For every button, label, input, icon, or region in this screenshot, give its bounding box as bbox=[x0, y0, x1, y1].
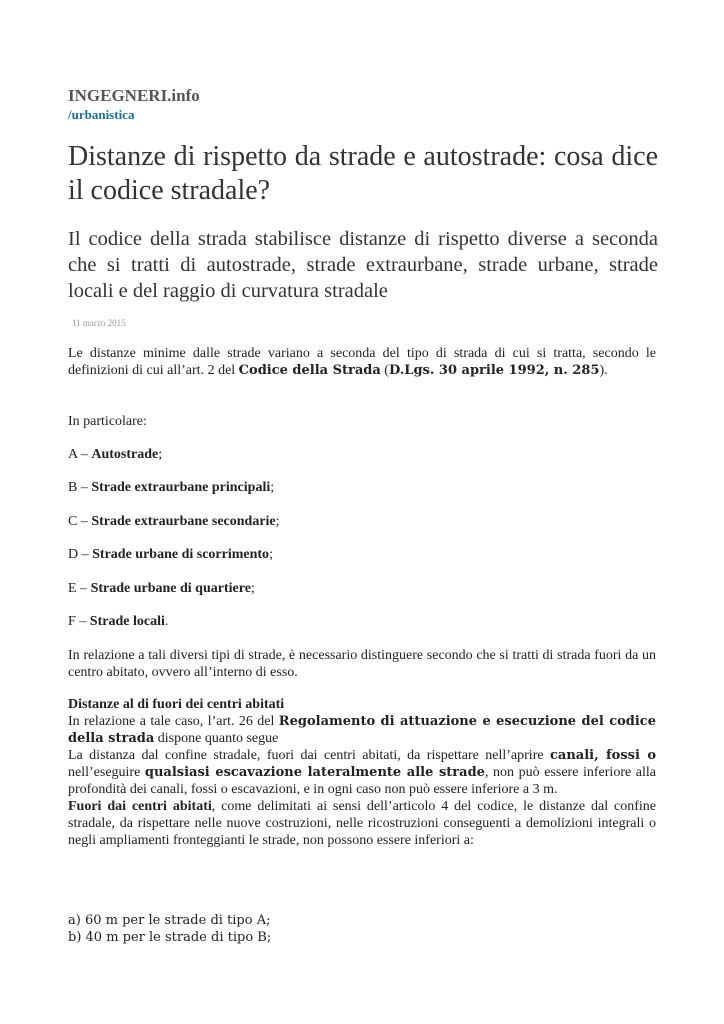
road-type-prefix: C – bbox=[68, 514, 92, 529]
road-type-name: Strade extraurbane secondarie bbox=[91, 514, 276, 529]
intro-text-1: Le distanze minime dalle strade variano a seconda del tipo di strada di cui si tratta, secondo le definizioni di cui all’art. 2 del bbox=[68, 346, 656, 378]
fuori-l1-text: In relazione a tale caso, l’art. 26 del bbox=[68, 714, 279, 729]
fuori-escavazione: qualsiasi escavazione lateralmente alle strade bbox=[144, 765, 485, 780]
road-type-suffix: ; bbox=[158, 447, 163, 462]
fuori-l2-text: La distanza dal confine stradale, fuori dai centri abitati, da rispettare nell’aprire bbox=[68, 748, 550, 763]
road-type-suffix: ; bbox=[269, 547, 273, 562]
road-type-suffix: ; bbox=[275, 514, 280, 529]
road-type-suffix: ; bbox=[270, 480, 275, 495]
in-particolare: In particolare: bbox=[68, 414, 147, 429]
road-type-prefix: B – bbox=[68, 480, 92, 495]
road-type-prefix: D – bbox=[68, 547, 93, 562]
fuori-section bbox=[68, 696, 656, 849]
road-type-name: Strade extraurbane principali bbox=[91, 480, 271, 495]
road-type-d bbox=[68, 546, 656, 563]
intro-paragraph bbox=[68, 345, 656, 379]
intro-code-title: Codice della Strada bbox=[238, 363, 381, 378]
fuori-canali: canali, fossi o bbox=[549, 748, 656, 763]
road-type-prefix: A – bbox=[68, 447, 92, 462]
intro-text-3: ). bbox=[599, 363, 608, 378]
road-type-c bbox=[68, 513, 656, 530]
article-title: Distanze di rispetto da strade e autostrade: cosa dice il codice stradale? bbox=[68, 141, 658, 206]
fuori-l2-text-3: , non può essere inferiore alla profondità dei canali, fossi o escavazioni, e in ogni caso non può essere inferiore a 3 m. bbox=[68, 765, 656, 797]
relazione-paragraph: In relazione a tali diversi tipi di strade, è necessario distinguere secondo che si tratti di strada fuori da un centro abitato, ovvero all’interno di esso. bbox=[68, 648, 656, 680]
site-name[interactable]: INGEGNERI.info bbox=[68, 86, 200, 105]
fuori-l1-text-2: dispone quanto segue bbox=[154, 731, 279, 746]
road-type-name: Strade urbane di quartiere bbox=[90, 581, 251, 596]
road-type-a bbox=[68, 446, 656, 463]
fuori-line-3 bbox=[68, 798, 656, 849]
fuori-regolamento: Regolamento di attuazione e esecuzione del codice della strada bbox=[68, 714, 656, 746]
fuori-heading: Distanze al di fuori dei centri abitati bbox=[68, 697, 285, 712]
fuori-line-1 bbox=[68, 713, 656, 747]
list-item: b) 40 m per le strade di tipo B; bbox=[68, 930, 272, 945]
distance-list bbox=[68, 912, 656, 946]
article-subtitle: Il codice della strada stabilisce distanze di rispetto diverse a seconda che si tratti di autostrade, strade extraurbane, strade urbane, strade locali e del raggio di curvatura stradale bbox=[68, 228, 658, 302]
list-item: a) 60 m per le strade di tipo A; bbox=[68, 913, 271, 928]
road-type-name: Strade locali bbox=[89, 614, 165, 629]
intro-law-ref: D.Lgs. 30 aprile 1992, n. 285 bbox=[388, 363, 600, 378]
road-type-name: Autostrade bbox=[91, 447, 159, 462]
road-type-suffix: ; bbox=[250, 581, 255, 596]
fuori-l3-text: , come delimitati ai sensi dell’articolo 4 del codice, le distanze dal confine stradale, da rispettare nelle nuove costruzioni, nelle ricostruzioni conseguenti a demolizioni integrali o negli ampliamenti fronteggianti le strade, non possono essere inferiori a: bbox=[68, 799, 656, 848]
section-link[interactable]: /urbanistica bbox=[68, 107, 135, 122]
article-date: 11 marzo 2015 bbox=[72, 318, 126, 328]
intro-text-2: ( bbox=[380, 363, 389, 378]
fuori-l2-text-2: nell’eseguire bbox=[68, 765, 145, 780]
road-type-e bbox=[68, 580, 656, 597]
road-type-f bbox=[68, 613, 656, 630]
fuori-line-2 bbox=[68, 747, 656, 798]
road-type-prefix: E – bbox=[68, 581, 91, 596]
road-type-prefix: F – bbox=[68, 614, 90, 629]
fuori-centri-abitati: Fuori dai centri abitati bbox=[68, 799, 212, 814]
road-type-b bbox=[68, 479, 656, 496]
road-type-name: Strade urbane di scorrimento bbox=[92, 547, 270, 562]
road-type-suffix: . bbox=[164, 614, 169, 629]
